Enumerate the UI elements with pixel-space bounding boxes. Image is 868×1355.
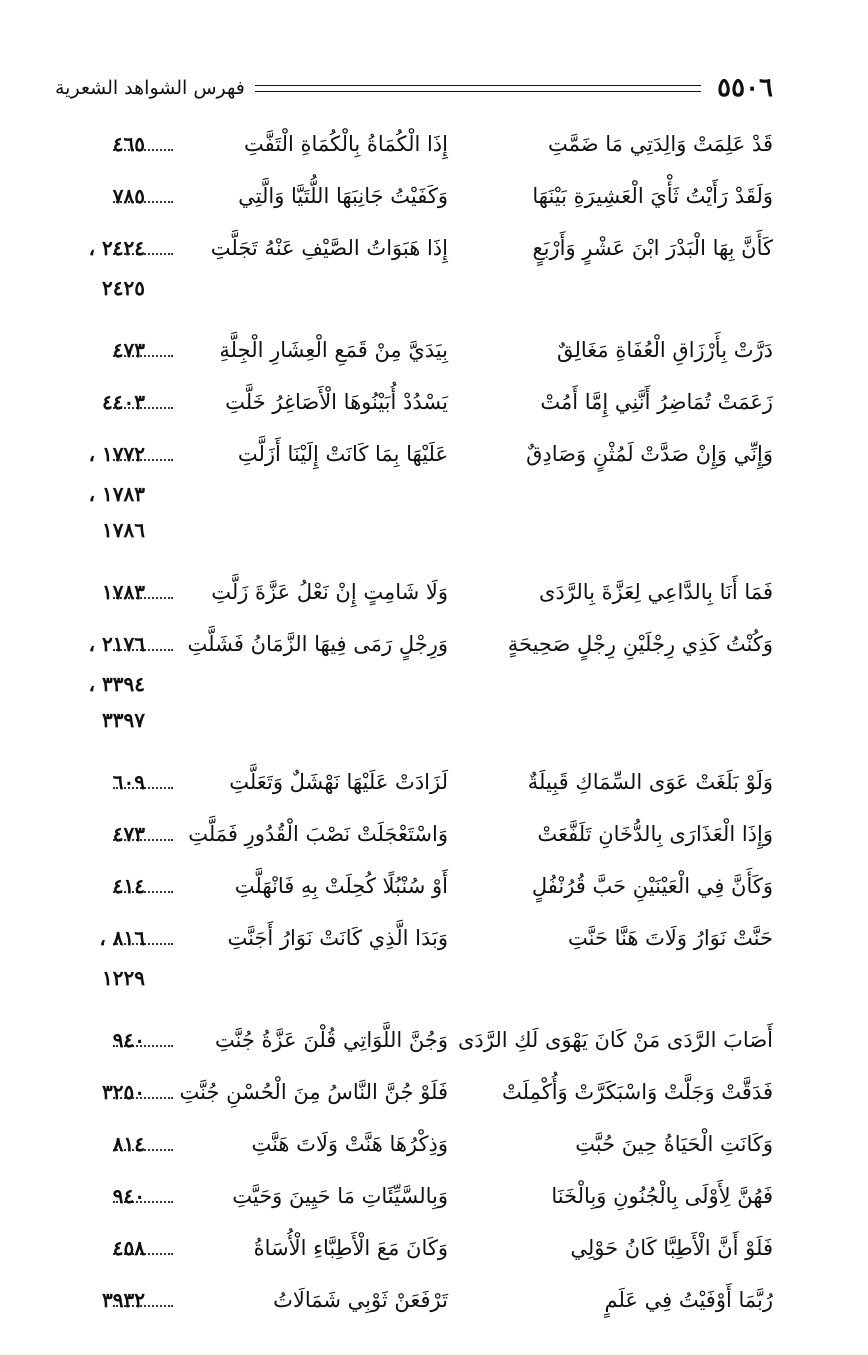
verse-line <box>55 428 773 480</box>
verse-first-hemistich: فَمَا أَنَا بِالدَّاعِي لِعَزَّةَ بِالرَّدَى <box>538 580 773 604</box>
verse-first-hemistich: دَرَّتْ بِأَرْزَاقِ الْعُفَاةِ مَغَالِقٌ <box>556 338 773 362</box>
verse-line <box>55 222 773 274</box>
verse-second-hemistich: عَلَيْهَا بِمَا كَانَتْ إِلَيْنَا أَزَلَّتِ <box>237 442 448 466</box>
verse-line <box>55 1066 773 1118</box>
page-header <box>55 68 773 108</box>
reference-number: ٤١٤ <box>112 874 145 898</box>
verse-entry <box>55 1222 773 1274</box>
verse-line <box>55 324 773 376</box>
verse-second-hemistich: لَزَادَتْ عَلَيْهَا نَهْشَلٌ وَتَعَلَّتِ <box>229 770 448 794</box>
verse-first-hemistich: فَلَوْ أَنَّ الْأَطِبَّا كَانُ حَوْلِي <box>570 1236 773 1260</box>
verse-line <box>55 1118 773 1170</box>
verse-group <box>55 324 773 552</box>
reference-number: ٢١٧٦ ، <box>88 632 145 656</box>
verse-entry <box>55 376 773 428</box>
reference-number: ٩٤٠ <box>112 1028 145 1052</box>
verse-group <box>55 566 773 742</box>
verse-first-hemistich: وَإِنِّي وَإِنْ صَدَّتْ لَمُثْنٍ وَصَادِقٌ <box>526 442 773 466</box>
group-spacer <box>55 552 773 566</box>
reference-continuation <box>55 274 773 310</box>
verse-second-hemistich: وَاسْتَعْجَلَتْ نَصْبَ الْقُدُورِ فَمَلَّتِ <box>188 822 448 846</box>
verse-second-hemistich: بِيَدَيَّ مِنْ قَمَعِ الْعِشَارِ الْجِلَّةِ <box>219 338 448 362</box>
verse-first-hemistich: وَلَوْ بَلَغَتْ عَوَى السِّمَاكِ قَبِيلَةٌ <box>527 770 773 794</box>
reference-number: ٢٤٢٤ ، <box>88 236 145 260</box>
verse-second-hemistich: يَسْدُدْ أُبَيْنُوهَا الْأَصَاغِرُ خَلَّتِ <box>225 390 448 414</box>
reference-number: ١٧٨٣ <box>102 580 145 604</box>
verse-index-list <box>55 118 773 1326</box>
verse-line <box>55 118 773 170</box>
reference-number: ٤٧٣ <box>112 338 145 362</box>
verse-second-hemistich: أَوْ سُنْبُلًا كُحِلَتْ بِهِ فَانْهَلَّتِ <box>234 874 448 898</box>
verse-entry <box>55 1118 773 1170</box>
page-number: ٥٥٠٦ <box>717 73 773 103</box>
reference-number: ١٧٨٦ <box>102 518 145 542</box>
verse-first-hemistich: قَدْ عَلِمَتْ وَالِدَتِي مَا ضَمَّتِ <box>548 132 773 156</box>
verse-second-hemistich: وَرِجْلٍ رَمَى فِيهَا الزَّمَانُ فَشَلَّتِ <box>187 632 448 656</box>
group-spacer <box>55 310 773 324</box>
verse-second-hemistich: وَجُنَّ اللَّوَاتِي قُلْنَ عَزَّةُ جُنَّتِ <box>214 1028 448 1052</box>
header-double-rule <box>255 85 701 92</box>
reference-continuation <box>55 480 773 516</box>
verse-first-hemistich: وَكَأَنَّ فِي الْعَيْنَيْنِ حَبَّ قُرُنْفُلٍ <box>531 874 773 898</box>
verse-second-hemistich: وَبِالسَّيِّئَاتِ مَا حَيِينَ وَحَيَّتِ <box>232 1184 448 1208</box>
reference-number: ١٧٧٢ ، <box>88 442 145 466</box>
verse-entry <box>55 808 773 860</box>
verse-line <box>55 860 773 912</box>
reference-continuation <box>55 964 773 1000</box>
reference-number: ٨١٦ ، <box>99 926 145 950</box>
reference-number: ٣٣٩٧ <box>102 708 145 732</box>
verse-line <box>55 756 773 808</box>
verse-second-hemistich: إِذَا هَبَوَاتُ الصَّيْفِ عَنْهُ تَجَلَّتِ <box>210 236 448 260</box>
reference-number: ٤٧٣ <box>112 822 145 846</box>
reference-number: ٩٤٠ <box>112 1184 145 1208</box>
running-title: فهرس الشواهد الشعرية <box>55 77 245 99</box>
verse-second-hemistich: وَلَا شَامِتٍ إِنْ نَعْلُ عَزَّةَ زَلَّتِ <box>211 580 448 604</box>
verse-first-hemistich: حَنَّتْ نَوَارُ وَلَاتَ هَنَّا حَنَّتِ <box>568 926 773 950</box>
verse-first-hemistich: وَكَانَتِ الْحَيَاةُ حِينَ حُبَّتِ <box>575 1132 773 1156</box>
verse-entry <box>55 324 773 376</box>
verse-second-hemistich: وَكَفَيْتُ جَانِبَهَا اللُّتَيَّا وَالَّتِي <box>238 184 448 208</box>
verse-second-hemistich: وَكَانَ مَعَ الْأَطِبَّاءِ الْأُسَاةُ <box>253 1236 448 1260</box>
verse-entry <box>55 118 773 170</box>
reference-continuation <box>55 706 773 742</box>
verse-line <box>55 1274 773 1326</box>
reference-number: ٣٩٣٢ <box>102 1288 145 1312</box>
reference-continuation <box>55 670 773 706</box>
verse-first-hemistich: فَدَقَّتْ وَجَلَّتْ وَاسْبَكَرَّتْ وَأُكْمِلَتْ <box>502 1080 773 1104</box>
group-spacer <box>55 742 773 756</box>
reference-number: ١٧٨٣ ، <box>88 482 145 506</box>
verse-entry <box>55 1274 773 1326</box>
verse-first-hemistich: وَكُنْتُ كَذِي رِجْلَيْنِ رِجْلٍ صَحِيحَةٍ <box>507 632 773 656</box>
reference-number: ٣٢٥٠ <box>102 1080 145 1104</box>
reference-number: ٢٤٢٥ <box>102 276 145 300</box>
verse-second-hemistich: وَبَدَا الَّذِي كَانَتْ نَوَارُ أَجَنَّتِ <box>227 926 448 950</box>
verse-entry <box>55 1066 773 1118</box>
reference-number: ٦٠٩ <box>112 770 145 794</box>
group-spacer <box>55 1000 773 1014</box>
reference-number: ٧٨٥ <box>112 184 145 208</box>
verse-second-hemistich: تَرْفَعَنْ ثَوْبِي شَمَالَاتُ <box>273 1288 448 1312</box>
verse-entry <box>55 566 773 618</box>
verse-first-hemistich: أَصَابَ الرَّدَى مَنْ كَانَ يَهْوَى لَكِ الرَّدَى <box>457 1028 773 1052</box>
reference-continuation <box>55 516 773 552</box>
reference-number: ١٢٢٩ <box>102 966 145 990</box>
verse-line <box>55 1014 773 1066</box>
verse-first-hemistich: كَأَنَّ بِهَا الْبَدْرَ ابْنَ عَشْرٍ وَأَرْبَعٍ <box>532 236 773 260</box>
verse-second-hemistich: وَذِكْرُهَا هَنَّتْ وَلَاتَ هَنَّتِ <box>251 1132 448 1156</box>
verse-first-hemistich: وَلَقَدْ رَأَيْتُ ثَأْيَ الْعَشِيرَةِ بَيْنَهَا <box>532 184 773 208</box>
verse-line <box>55 566 773 618</box>
verse-group <box>55 1014 773 1326</box>
reference-number: ٤٤٠٣ <box>102 390 145 414</box>
verse-line <box>55 1222 773 1274</box>
verse-line <box>55 808 773 860</box>
verse-entry <box>55 618 773 742</box>
verse-first-hemistich: فَهُنَّ لِأَوْلَى بِالْجُنُونِ وَبِالْخَنَا <box>551 1184 773 1208</box>
verse-second-hemistich: فَلَوْ جُنَّ النَّاسُ مِنَ الْحُسْنِ جُنَّتِ <box>179 1080 448 1104</box>
verse-entry <box>55 222 773 310</box>
verse-line <box>55 618 773 670</box>
verse-entry <box>55 756 773 808</box>
reference-number: ٣٣٩٤ ، <box>88 672 145 696</box>
verse-first-hemistich: رُبَّمَا أَوْفَيْتُ فِي عَلَمٍ <box>604 1288 773 1312</box>
verse-group <box>55 118 773 310</box>
verse-entry <box>55 1014 773 1066</box>
verse-first-hemistich: زَعَمَتْ تُمَاضِرُ أَنَّنِي إِمَّا أَمُتْ <box>540 390 773 414</box>
verse-line <box>55 376 773 428</box>
verse-entry <box>55 428 773 552</box>
verse-line <box>55 912 773 964</box>
reference-number: ٨١٤ <box>112 1132 145 1156</box>
verse-line <box>55 1170 773 1222</box>
verse-second-hemistich: إِذَا الْكُمَاةُ بِالْكُمَاةِ الْتَفَّتِ <box>243 132 448 156</box>
verse-first-hemistich: وَإِذَا الْعَذَارَى بِالدُّخَانِ تَلَفَّعَتْ <box>537 822 773 846</box>
verse-entry <box>55 912 773 1000</box>
verse-entry <box>55 1170 773 1222</box>
verse-entry <box>55 170 773 222</box>
verse-entry <box>55 860 773 912</box>
reference-number: ٤٦٥ <box>112 132 145 156</box>
reference-number: ٤٥٨ <box>112 1236 145 1260</box>
verse-group <box>55 756 773 1000</box>
verse-line <box>55 170 773 222</box>
